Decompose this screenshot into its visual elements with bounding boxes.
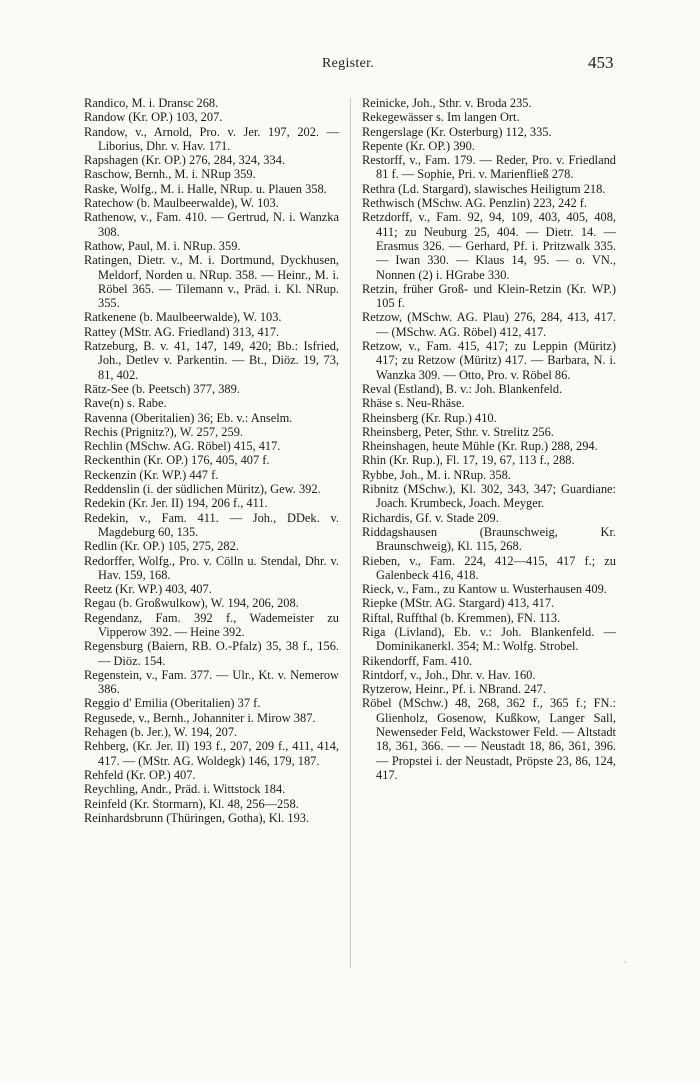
index-entry: Ratechow (b. Maulbeerwalde), W. 103. — [84, 196, 279, 211]
index-entry: Reckenzin (Kr. WP.) 447 f. — [84, 467, 219, 482]
index-entry: Ratzeburg, B. v. 41, 147, 149, 420; Bb.: Isfried, Joh., Detlev v. Parkentin. — Bt., Diöz. 19, 73, 81, 402. — [84, 339, 339, 382]
index-column-right — [362, 96, 616, 782]
index-entry: Riftal, Ruffthal (b. Kremmen), FN. 113. — [362, 610, 561, 625]
index-entry: Rechlin (MSchw. AG. Röbel) 415, 417. — [84, 439, 281, 454]
index-entry: Redekin (Kr. Jer. II) 194, 206 f., 411. — [84, 496, 268, 511]
index-entry: Rhäse s. Neu-Rhäse. — [362, 396, 465, 411]
index-entry: Rheinsberg, Peter, Sthr. v. Strelitz 256. — [362, 424, 554, 439]
index-entry: Rechis (Prignitz?), W. 257, 259. — [84, 424, 243, 439]
index-entry: Regusede, v., Bernh., Johanniter i. Mirow 387. — [84, 710, 316, 725]
page-number: 453 — [588, 53, 614, 72]
index-entry: Redlin (Kr. OP.) 105, 275, 282. — [84, 539, 239, 554]
index-entry: Rehberg, (Kr. Jer. II) 193 f., 207, 209 f., 411, 414, 417. — (MStr. AG. Woldegk) 146, 179, 187. — [84, 739, 339, 768]
index-entry: Ravenna (Oberitalien) 36; Eb. v.: Anselm. — [84, 410, 293, 425]
index-entry: Regensburg (Baiern, RB. O.-Pfalz) 35, 38 f., 156. — Diöz. 154. — [84, 639, 339, 668]
running-title: Register. — [322, 56, 375, 71]
index-entry: Restorff, v., Fam. 179. — Reder, Pro. v. Friedland 81 f. — Sophie, Pri. v. Marienfließ 278. — [362, 153, 616, 182]
index-entry: Rybbe, Joh., M. i. NRup. 358. — [362, 467, 511, 482]
index-entry: Retzow, (MSchw. AG. Plau) 276, 284, 413, 417. — (MSchw. AG. Röbel) 412, 417. — [362, 310, 616, 339]
index-entry: Randow, v., Arnold, Pro. v. Jer. 197, 202. — Liborius, Dhr. v. Hav. 171. — [84, 124, 339, 153]
index-entry: Reinhardsbrunn (Thüringen, Gotha), Kl. 193. — [84, 810, 310, 825]
index-column-left — [84, 96, 339, 825]
index-entry: Reychling, Andr., Präd. i. Wittstock 184. — [84, 782, 286, 797]
index-entry: Rintdorf, v., Joh., Dhr. v. Hav. 160. — [362, 667, 536, 682]
index-entry: Randow (Kr. OP.) 103, 207. — [84, 110, 223, 125]
index-entry: Raske, Wolfg., M. i. Halle, NRup. u. Plauen 358. — [84, 181, 327, 196]
index-entry: Reggio d' Emilia (Oberitalien) 37 f. — [84, 696, 261, 711]
index-entry: Rikendorff, Fam. 410. — [362, 653, 473, 668]
index-entry: Repente (Kr. OP.) 390. — [362, 138, 475, 153]
index-entry: Rethwisch (MSchw. AG. Penzlin) 223, 242 f. — [362, 196, 587, 211]
index-entry: Regau (b. Großwulkow), W. 194, 206, 208. — [84, 596, 299, 611]
index-entry: Ratkenene (b. Maulbeerwalde), W. 103. — [84, 310, 282, 325]
index-entry: Rattey (MStr. AG. Friedland) 313, 417. — [84, 324, 280, 339]
index-entry: Richardis, Gf. v. Stade 209. — [362, 510, 499, 525]
index-entry: Reetz (Kr. WP.) 403, 407. — [84, 582, 212, 597]
index-entry: Reckenthin (Kr. OP.) 176, 405, 407 f. — [84, 453, 270, 468]
index-entry: Retzdorff, v., Fam. 92, 94, 109, 403, 405, 408, 411; zu Neuburg 25, 404. — Dietr. 14. — Erasmus 326. — Gerhard, Pf. i. Pritzwalk 335. — Iwan 330. — Klaus 14, 95. — o. VN., Nonnen (2) i. HGrabe 330. — [362, 210, 616, 282]
page-corner-mark: · — [624, 958, 627, 967]
index-entry: Reinfeld (Kr. Stormarn), Kl. 48, 256—258. — [84, 796, 299, 811]
index-entry: Rathow, Paul, M. i. NRup. 359. — [84, 238, 241, 253]
index-entry: Reinicke, Joh., Sthr. v. Broda 235. — [362, 96, 532, 110]
index-entry: Rapshagen (Kr. OP.) 276, 284, 324, 334. — [84, 153, 285, 168]
index-entry: Röbel (MSchw.) 48, 268, 362 f., 365 f.; FN.: Glienholz, Gosenow, Kußkow, Langer Sall, Newenseder Feld, Wackstower Feld. — Altstadt 18, 361, 366. — — Neustadt 18, 86, 361, 396. — Propstei i. der Neustadt, Pröpste 23, 86, 124, 417. — [362, 696, 616, 782]
index-entry: Regenstein, v., Fam. 377. — Ulr., Kt. v. Nemerow 386. — [84, 667, 339, 697]
index-entry: Rheinshagen, heute Mühle (Kr. Rup.) 288, 294. — [362, 439, 598, 454]
index-entry: Rethra (Ld. Stargard), slawisches Heiligtum 218. — [362, 181, 606, 196]
index-entry: Regendanz, Fam. 392 f., Wademeister zu Vipperow 392. — Heine 392. — [84, 610, 339, 639]
index-entry: Ribnitz (MSchw.), Kl. 302, 343, 347; Guardiane: Joach. Krumbeck, Joach. Meyger. — [362, 482, 616, 511]
index-entry: Randico, M. i. Dransc 268. — [84, 96, 219, 110]
index-entry: Riepke (MStr. AG. Stargard) 413, 417. — [362, 596, 555, 611]
column-divider — [350, 98, 351, 968]
index-entry: Rengerslage (Kr. Osterburg) 112, 335. — [362, 124, 552, 139]
index-entry: Rekegewässer s. Im langen Ort. — [362, 110, 520, 125]
index-entry: Reddenslin (i. der südlichen Müritz), Gew. 392. — [84, 482, 321, 497]
index-entry: Rieck, v., Fam., zu Kantow u. Wusterhausen 409. — [362, 582, 607, 597]
index-entry: Raschow, Bernh., M. i. NRup 359. — [84, 167, 256, 182]
index-entry: Rehfeld (Kr. OP.) 407. — [84, 767, 196, 782]
index-entry: Reval (Estland), B. v.: Joh. Blankenfeld. — [362, 381, 563, 396]
index-entry: Rieben, v., Fam. 224, 412—415, 417 f.; zu Galenbeck 416, 418. — [362, 553, 616, 582]
index-entry: Rehagen (b. Jer.), W. 194, 207. — [84, 725, 238, 740]
index-entry: Rathenow, v., Fam. 410. — Gertrud, N. i. Wanzka 308. — [84, 210, 339, 239]
index-entry: Rave(n) s. Rabe. — [84, 396, 167, 411]
index-entry: Retzin, früher Groß- und Klein-Retzin (Kr. WP.) 105 f. — [362, 281, 616, 311]
index-entry: Ratingen, Dietr. v., M. i. Dortmund, Dyckhusen, Meldorf, Norden u. NRup. 358. — Heinr., M. i. Röbel 365. — Tilemann v., Präd. i. Kl. NRup. 355. — [84, 253, 339, 311]
index-entry: Redorffer, Wolfg., Pro. v. Cölln u. Stendal, Dhr. v. Hav. 159, 168. — [84, 553, 339, 582]
index-entry: Rhin (Kr. Rup.), Fl. 17, 19, 67, 113 f., 288. — [362, 453, 575, 468]
index-entry: Riddagshausen (Braunschweig, Kr. Braunschweig), Kl. 115, 268. — [362, 524, 616, 554]
index-entry: Rytzerow, Heinr., Pf. i. NBrand. 247. — [362, 682, 546, 697]
index-entry: Rheinsberg (Kr. Rup.) 410. — [362, 410, 497, 425]
index-entry: Rätz-See (b. Peetsch) 377, 389. — [84, 381, 240, 396]
index-entry: Retzow, v., Fam. 415, 417; zu Leppin (Müritz) 417; zu Retzow (Müritz) 417. — Barbara, N. i. Wanzka 309. — Otto, Pro. v. Röbel 86. — [362, 339, 616, 382]
index-entry: Riga (Livland), Eb. v.: Joh. Blankenfeld. — Dominikanerkl. 354; M.: Wolfg. Strobel. — [362, 624, 616, 654]
page-header — [0, 52, 700, 76]
index-entry: Redekin, v., Fam. 411. — Joh., DDek. v. Magdeburg 60, 135. — [84, 510, 339, 539]
